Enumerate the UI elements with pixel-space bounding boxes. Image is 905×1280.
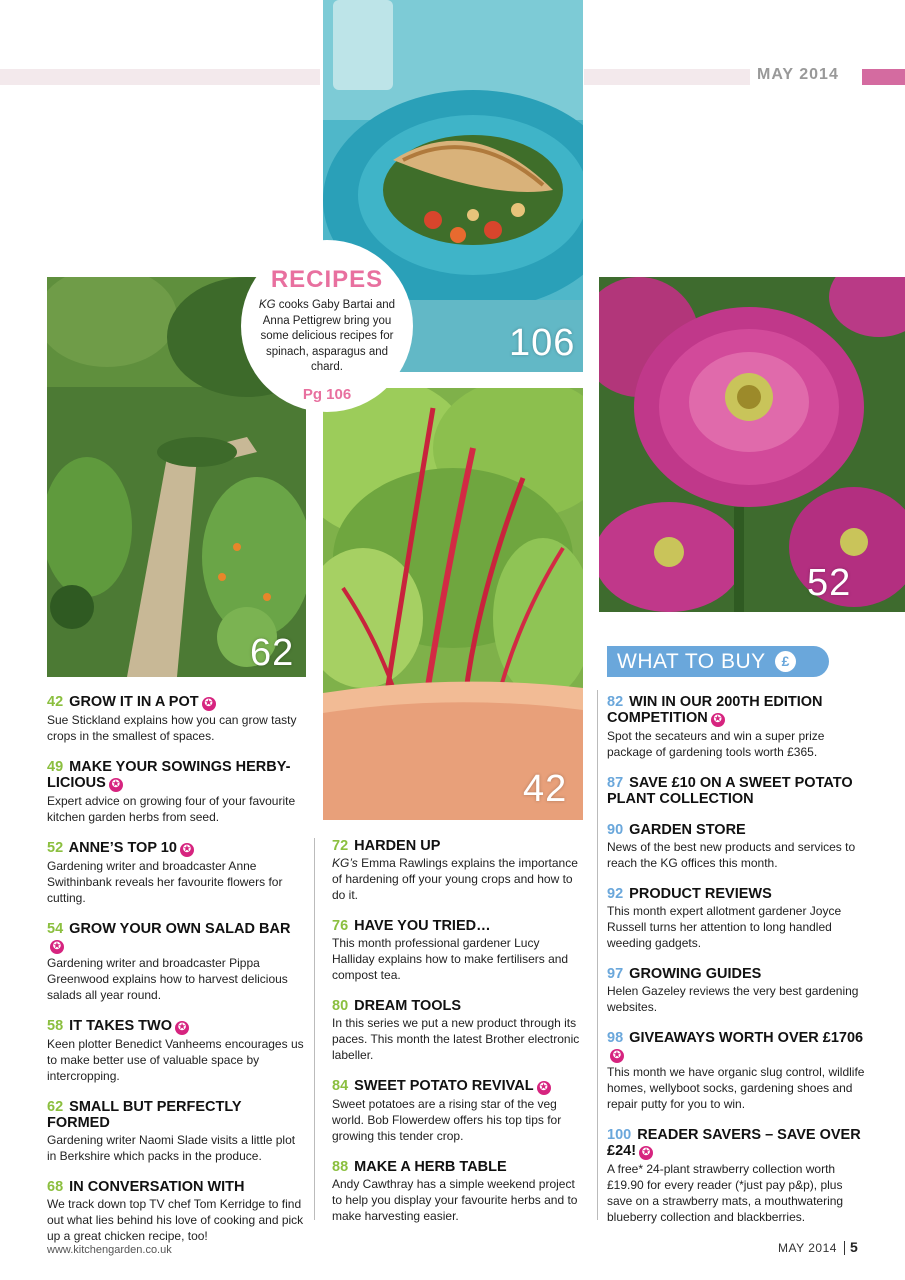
star-icon: ✪ bbox=[109, 778, 123, 792]
recipes-callout bbox=[241, 240, 413, 412]
star-icon: ✪ bbox=[639, 1146, 653, 1160]
contents-entry[interactable] bbox=[47, 840, 305, 906]
entry-summary: A free* 24-plant strawberry collection worth £19.90 for every reader (*just pay p&p), plus save on a strawberry mats, a mouthwatering blueberry collection and blackberries. bbox=[607, 1162, 844, 1224]
entry-summary-text: Emma Rawlings explains the importance of hardening off your young crops and how to do it. bbox=[332, 856, 578, 902]
column-divider bbox=[597, 690, 598, 1220]
entry-summary-italic: KG’s bbox=[332, 856, 358, 870]
entry-title bbox=[607, 886, 867, 902]
contents-entry[interactable] bbox=[607, 1127, 867, 1225]
contents-entry[interactable] bbox=[47, 694, 305, 744]
zinnia-page-number: 52 bbox=[807, 562, 852, 604]
entry-page-number: 62 bbox=[47, 1099, 64, 1115]
entry-page-number: 88 bbox=[332, 1159, 349, 1175]
entry-summary: Sweet potatoes are a rising star of the veg world. Bob Flowerdew offers his top tips for growing this tender crop. bbox=[332, 1097, 562, 1143]
entry-page-number: 72 bbox=[332, 838, 349, 854]
entry-page-number: 92 bbox=[607, 886, 624, 902]
star-icon: ✪ bbox=[610, 1049, 624, 1063]
entry-title bbox=[332, 918, 582, 934]
contents-entry[interactable] bbox=[332, 1159, 582, 1224]
entry-summary: Expert advice on growing four of your favourite kitchen garden herbs from seed. bbox=[47, 794, 296, 824]
recipes-page-number: 106 bbox=[509, 322, 576, 364]
entry-page-number: 52 bbox=[47, 840, 64, 856]
entry-title bbox=[47, 759, 305, 792]
entry-page-number: 49 bbox=[47, 759, 64, 775]
star-icon: ✪ bbox=[202, 697, 216, 711]
entry-title bbox=[47, 921, 305, 954]
entry-page-number: 42 bbox=[47, 694, 64, 710]
entry-page-number: 80 bbox=[332, 998, 349, 1014]
entry-title-text: GIVEAWAYS WORTH OVER £1706 bbox=[629, 1030, 864, 1046]
header-band-accent bbox=[862, 69, 905, 85]
entry-title-text: IT TAKES TWO bbox=[69, 1018, 173, 1034]
contents-entry[interactable] bbox=[47, 921, 305, 1003]
entry-title bbox=[47, 840, 305, 857]
entry-page-number: 82 bbox=[607, 694, 624, 710]
contents-entry[interactable] bbox=[607, 1030, 867, 1112]
entry-title bbox=[47, 694, 305, 711]
entry-title bbox=[332, 1078, 582, 1095]
entry-title bbox=[332, 1159, 582, 1175]
entry-page-number: 87 bbox=[607, 775, 624, 791]
issue-date: MAY 2014 bbox=[757, 66, 839, 83]
entry-page-number: 97 bbox=[607, 966, 624, 982]
entry-title bbox=[607, 1030, 867, 1063]
recipes-page-link[interactable]: Pg 106 bbox=[302, 386, 352, 403]
star-icon: ✪ bbox=[537, 1081, 551, 1095]
entry-page-number: 54 bbox=[47, 921, 64, 937]
entry-title-text: GROWING GUIDES bbox=[629, 966, 762, 982]
entry-title bbox=[607, 694, 867, 727]
contents-entry[interactable] bbox=[332, 838, 582, 903]
entry-page-number: 84 bbox=[332, 1078, 349, 1094]
recipes-text bbox=[253, 298, 401, 376]
contents-entry[interactable] bbox=[47, 1179, 305, 1244]
chard-page-number: 42 bbox=[523, 768, 568, 810]
column-divider bbox=[314, 838, 315, 1220]
what-to-buy-label: WHAT TO BUY bbox=[617, 650, 766, 673]
entry-page-number: 90 bbox=[607, 822, 624, 838]
entry-summary: News of the best new products and services to reach the KG offices this month. bbox=[607, 840, 856, 870]
entry-title-text: WIN IN OUR 200TH EDITION COMPETITION bbox=[607, 694, 823, 726]
entry-title-text: SMALL BUT PERFECTLY FORMED bbox=[47, 1099, 242, 1131]
entry-summary: Spot the secateurs and win a super prize package of gardening tools worth £365. bbox=[607, 729, 825, 759]
contents-column-2 bbox=[332, 838, 582, 1239]
entry-title-text: SWEET POTATO REVIVAL bbox=[354, 1078, 534, 1094]
entry-title bbox=[47, 1179, 305, 1195]
entry-page-number: 98 bbox=[607, 1030, 624, 1046]
star-icon: ✪ bbox=[711, 713, 725, 727]
contents-column-1 bbox=[47, 694, 305, 1259]
entry-summary: In this series we put a new product through its paces. This month the latest Brother electronic labeller. bbox=[332, 1016, 580, 1062]
contents-column-3 bbox=[607, 694, 867, 1240]
entry-summary: Helen Gazeley reviews the very best gardening websites. bbox=[607, 984, 859, 1014]
entry-page-number: 100 bbox=[607, 1127, 632, 1143]
footer-page-number: 5 bbox=[850, 1239, 858, 1255]
entry-summary: Gardening writer and broadcaster Pippa Greenwood explains how to harvest delicious salads all year round. bbox=[47, 956, 288, 1002]
entry-title-text: HAVE YOU TRIED… bbox=[354, 918, 491, 934]
entry-title bbox=[607, 1127, 867, 1160]
entry-summary bbox=[332, 855, 582, 903]
pound-icon: £ bbox=[775, 651, 796, 672]
entry-summary: Gardening writer and broadcaster Anne Swithinbank reveals her favourite flowers for cutting. bbox=[47, 859, 283, 905]
entry-summary: Sue Stickland explains how you can grow tasty crops in the smallest of spaces. bbox=[47, 713, 297, 743]
entry-title bbox=[607, 775, 867, 807]
recipes-text-body: cooks Gaby Bartai and Anna Pettigrew bring you some delicious recipes for spinach, asparagus and chard. bbox=[260, 299, 396, 373]
entry-title-text: PRODUCT REVIEWS bbox=[629, 886, 772, 902]
entry-title-text: READER SAVERS – SAVE OVER £24! bbox=[607, 1127, 861, 1159]
contents-entry[interactable] bbox=[47, 1099, 305, 1164]
entry-title-text: MAKE A HERB TABLE bbox=[354, 1159, 507, 1175]
contents-entry[interactable] bbox=[607, 694, 867, 760]
garden-page-number: 62 bbox=[250, 632, 295, 674]
header-band-right bbox=[584, 69, 750, 85]
contents-entry[interactable] bbox=[607, 966, 867, 1015]
recipes-title: RECIPES bbox=[270, 266, 384, 293]
entry-title bbox=[47, 1099, 305, 1131]
entry-title-text: IN CONVERSATION WITH bbox=[69, 1179, 245, 1195]
contents-entry[interactable] bbox=[332, 1078, 582, 1144]
entry-title-text: MAKE YOUR SOWINGS HERBY-LICIOUS bbox=[47, 759, 291, 791]
entry-title-text: GROW YOUR OWN SALAD BAR bbox=[69, 921, 291, 937]
entry-page-number: 76 bbox=[332, 918, 349, 934]
contents-entry[interactable] bbox=[607, 886, 867, 951]
contents-entry[interactable] bbox=[47, 759, 305, 825]
entry-title-text: DREAM TOOLS bbox=[354, 998, 462, 1014]
entry-title bbox=[47, 1018, 305, 1035]
entry-summary: This month expert allotment gardener Joyce Russell turns her attention to long handled weeding gadgets. bbox=[607, 904, 842, 950]
contents-entry[interactable] bbox=[47, 1018, 305, 1084]
recipes-text-kg: KG bbox=[258, 299, 276, 311]
what-to-buy-banner bbox=[607, 646, 829, 677]
contents-entry[interactable] bbox=[607, 822, 867, 871]
entry-summary: This month professional gardener Lucy Halliday explains how to make fertilisers and compost tea. bbox=[332, 936, 569, 982]
entry-summary: This month we have organic slug control, wildlife homes, wellyboot socks, gardening shoes and repair putty for you to win. bbox=[607, 1065, 865, 1111]
entry-title bbox=[332, 838, 582, 854]
entry-summary: Andy Cawthray has a simple weekend project to help you display your favourite herbs and to make harvesting easier. bbox=[332, 1177, 578, 1223]
entry-title bbox=[332, 998, 582, 1014]
entry-summary: Gardening writer Naomi Slade visits a little plot in Berkshire which packs in the produce. bbox=[47, 1133, 296, 1163]
contents-entry[interactable] bbox=[332, 918, 582, 983]
footer-issue-date: MAY 2014 bbox=[778, 1241, 837, 1255]
entry-summary: Keen plotter Benedict Vanheems encourages us to make better use of valuable space by intercropping. bbox=[47, 1037, 304, 1083]
contents-entry[interactable] bbox=[332, 998, 582, 1063]
star-icon: ✪ bbox=[50, 940, 64, 954]
entry-title bbox=[607, 966, 867, 982]
footer-website-link[interactable]: www.kitchengarden.co.uk bbox=[47, 1244, 172, 1256]
footer-separator bbox=[844, 1241, 845, 1255]
star-icon: ✪ bbox=[175, 1021, 189, 1035]
entry-summary: We track down top TV chef Tom Kerridge to find out what lies behind his love of cooking and pick up a great chicken recipe, too! bbox=[47, 1197, 304, 1243]
entry-title-text: ANNE’S TOP 10 bbox=[68, 840, 177, 856]
chard-photo bbox=[323, 388, 583, 820]
entry-title-text: GARDEN STORE bbox=[629, 822, 746, 838]
entry-page-number: 58 bbox=[47, 1018, 64, 1034]
entry-title-text: GROW IT IN A POT bbox=[69, 694, 199, 710]
star-icon: ✪ bbox=[180, 843, 194, 857]
entry-page-number: 68 bbox=[47, 1179, 64, 1195]
header-band-left bbox=[0, 69, 320, 85]
contents-entry[interactable] bbox=[607, 775, 867, 807]
entry-title bbox=[607, 822, 867, 838]
entry-title-text: HARDEN UP bbox=[354, 838, 441, 854]
entry-title-text: SAVE £10 ON A SWEET POTATO PLANT COLLECTION bbox=[607, 775, 853, 807]
zinnia-photo bbox=[599, 277, 905, 612]
